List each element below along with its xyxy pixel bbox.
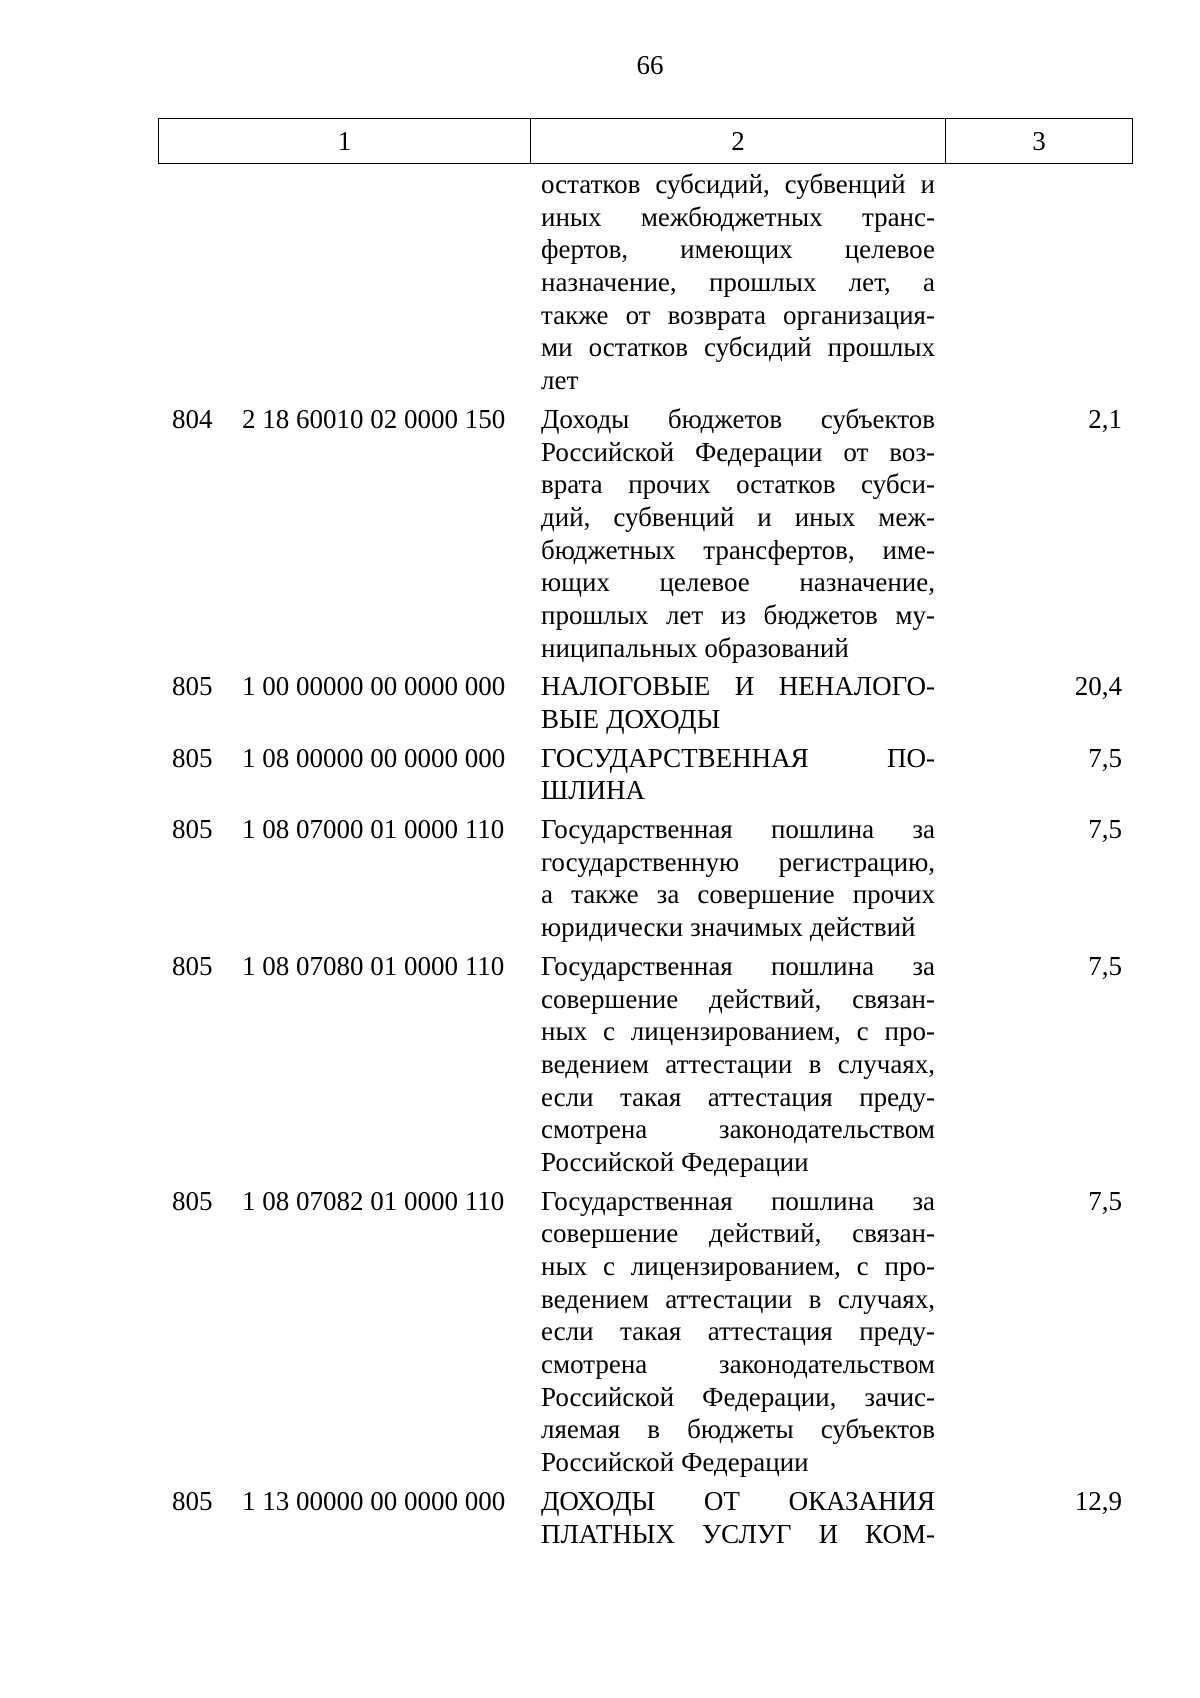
description-line: Доходы бюджетов субъектов [541, 403, 935, 434]
description-cell [541, 670, 935, 735]
description-cell [541, 1185, 935, 1479]
admin-code-cell: 804 [172, 403, 213, 434]
table-header-col-2: 2 [531, 119, 946, 163]
description-line: Российской Федерации [541, 1146, 809, 1177]
admin-code-cell: 805 [172, 950, 213, 981]
amount-cell: 7,5 [1088, 742, 1122, 773]
table-row [0, 742, 1200, 807]
description-line: Российской Федерации [541, 1447, 809, 1478]
budget-code-cell: 1 13 00000 00 0000 000 [242, 1485, 506, 1516]
admin-code-cell: 805 [172, 742, 213, 773]
description-line: ВЫЕ ДОХОДЫ [541, 704, 721, 734]
description-line: прошлых лет из бюджетов му- [541, 599, 935, 630]
description-line: если такая аттестация преду- [541, 1316, 935, 1347]
description-line: также от возврата организация- [541, 299, 935, 330]
description-line: Государственная пошлина за [541, 950, 935, 981]
table-row [0, 168, 1200, 397]
budget-code-cell: 2 18 60010 02 0000 150 [242, 403, 506, 434]
amount-cell: 7,5 [1088, 1185, 1122, 1216]
description-line: совершение действий, связан- [541, 983, 935, 1014]
description-line: ющих целевое назначение, [541, 567, 935, 598]
table-header-row [158, 118, 1133, 164]
description-line: совершение действий, связан- [541, 1218, 935, 1249]
table-row [0, 403, 1200, 665]
admin-code-cell: 805 [172, 1485, 213, 1516]
description-cell [541, 1485, 935, 1550]
description-line: Государственная пошлина за [541, 814, 935, 845]
description-line: государственную регистрацию, [541, 846, 935, 877]
admin-code-cell: 805 [172, 671, 213, 702]
description-cell [541, 403, 935, 665]
table-row [0, 670, 1200, 735]
table-row [0, 1185, 1200, 1479]
description-line: врата прочих остатков субси- [541, 469, 935, 500]
description-line: фертов, имеющих целевое [541, 234, 935, 265]
description-line: если такая аттестация преду- [541, 1081, 935, 1112]
description-line: ведением аттестации в случаях, [541, 1048, 935, 1079]
table-body [0, 168, 1200, 1556]
admin-code-cell: 805 [172, 1185, 213, 1216]
page-number: 66 [636, 50, 664, 80]
budget-code-cell: 1 00 00000 00 0000 000 [242, 671, 506, 702]
amount-cell: 12,9 [1074, 1485, 1122, 1516]
description-line: лет [541, 365, 579, 396]
description-cell [541, 168, 935, 397]
description-line: а также за совершение прочих [541, 879, 935, 910]
description-cell [541, 813, 935, 944]
amount-cell: 20,4 [1074, 671, 1122, 702]
description-line: бюджетных трансфертов, име- [541, 534, 935, 565]
description-line: НАЛОГОВЫЕ И НЕНАЛОГО- [541, 671, 935, 702]
admin-code-cell: 805 [172, 814, 213, 845]
description-line: смотрена законодательством [541, 1349, 935, 1380]
description-line: дий, субвенций и иных меж- [541, 501, 935, 532]
description-cell [541, 742, 935, 807]
amount-cell: 7,5 [1088, 814, 1122, 845]
description-line: ниципальных образований [541, 632, 849, 663]
description-line: юридически значимых действий [541, 912, 916, 943]
table-row [0, 813, 1200, 944]
table-row [0, 950, 1200, 1179]
description-line: ШЛИНА [541, 775, 646, 806]
description-line: ДОХОДЫ ОТ ОКАЗАНИЯ [541, 1485, 935, 1516]
description-line: Государственная пошлина за [541, 1185, 935, 1216]
description-line: ляемая в бюджеты субъектов [541, 1414, 935, 1445]
budget-code-cell: 1 08 07082 01 0000 110 [242, 1185, 505, 1216]
description-line: ми остатков субсидий прошлых [541, 332, 935, 363]
description-line: Российской Федерации, зачис- [541, 1381, 935, 1412]
description-line: ных с лицензированием, с про- [541, 1251, 935, 1281]
budget-code-cell: 1 08 00000 00 0000 000 [242, 742, 506, 773]
table-header-col-1: 1 [159, 119, 531, 163]
table-header-col-3: 3 [1032, 125, 1046, 156]
description-line: Российской Федерации от воз- [541, 436, 935, 467]
description-line: остатков субсидий, субвенций и [541, 169, 935, 199]
description-line: смотрена законодательством [541, 1114, 935, 1145]
budget-code-cell: 1 08 07000 01 0000 110 [242, 814, 505, 845]
description-line: иных межбюджетных транс- [541, 201, 935, 232]
budget-code-cell: 1 08 07080 01 0000 110 [242, 950, 505, 981]
description-line: ГОСУДАРСТВЕННАЯ ПО- [541, 742, 935, 773]
description-cell [541, 950, 935, 1179]
description-line: ных с лицензированием, с про- [541, 1016, 935, 1047]
description-line: ведением аттестации в случаях, [541, 1283, 935, 1314]
amount-cell: 2,1 [1088, 403, 1122, 434]
table-row [0, 1485, 1200, 1550]
amount-cell: 7,5 [1088, 950, 1122, 981]
description-line: назначение, прошлых лет, а [541, 267, 935, 298]
description-line: ПЛАТНЫХ УСЛУГ И КОМ- [541, 1518, 935, 1549]
